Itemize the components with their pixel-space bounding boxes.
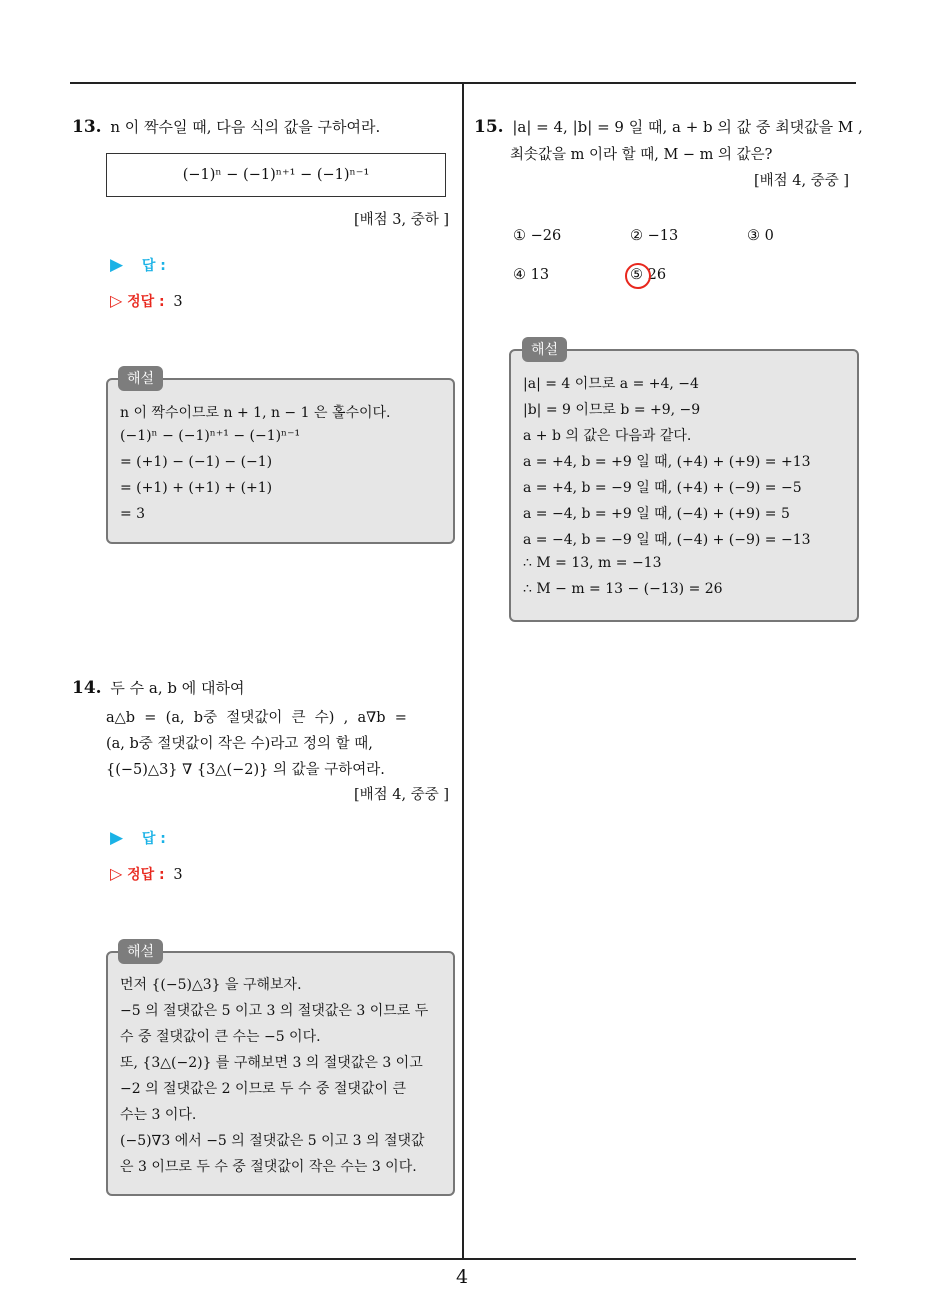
- question-text-line: |a| = 4, |b| = 9 일 때, a + b 의 값 중 최댓값을 M ,: [512, 118, 863, 136]
- correct-answer-row: [110, 291, 183, 311]
- correct-label: 정답 :: [127, 294, 165, 310]
- bottom-rule: [70, 1258, 856, 1260]
- formula-box: [106, 153, 446, 197]
- question-text-line: 두 수 a, b 에 대하여: [110, 679, 245, 697]
- choice-5[interactable]: ⑤ 26: [630, 267, 667, 283]
- correct-answer-row: [110, 864, 183, 884]
- formula: (−1)ⁿ − (−1)ⁿ⁺¹ − (−1)ⁿ⁻¹: [182, 167, 370, 183]
- correct-marker-icon: ▷: [110, 291, 123, 310]
- explanation-box: [509, 349, 859, 622]
- answer-row: [110, 828, 166, 848]
- explanation-line: a = −4, b = −9 일 때, (−4) + (−9) = −13: [523, 532, 811, 548]
- question-text: n 이 짝수일 때, 다음 식의 값을 구하여라.: [110, 118, 381, 136]
- explanation-line: −5 의 절댓값은 5 이고 3 의 절댓값은 3 이므로 두: [120, 1003, 429, 1019]
- choice-2[interactable]: ② −13: [630, 228, 679, 244]
- explanation-line: (−5)∇3 에서 −5 의 절댓값은 5 이고 3 의 절댓값: [120, 1133, 425, 1149]
- explanation-line: a = +4, b = −9 일 때, (+4) + (−9) = −5: [523, 480, 802, 496]
- answer-marker-icon: ▶: [110, 828, 124, 848]
- question-number: 13.: [72, 117, 102, 137]
- explanation-line: ∴ M = 13, m = −13: [523, 555, 662, 571]
- explanation-line: |b| = 9 이므로 b = +9, −9: [523, 402, 701, 418]
- column-divider: [462, 83, 464, 1258]
- correct-value: 3: [173, 867, 183, 883]
- explanation-line: 먼저 {(−5)△3} 을 구해보자.: [120, 977, 302, 993]
- answer-label: 답 :: [141, 258, 166, 274]
- question-15: [474, 116, 863, 137]
- explanation-line: = 3: [120, 506, 146, 522]
- explanation-line: a = +4, b = +9 일 때, (+4) + (+9) = +13: [523, 454, 811, 470]
- question-number: 14.: [72, 678, 102, 698]
- question-text-line: {(−5)△3} ∇ {3△(−2)} 의 값을 구하여라.: [106, 762, 385, 778]
- explanation-line: 또, {3△(−2)} 를 구해보면 3 의 절댓값은 3 이고: [120, 1055, 423, 1071]
- question-14: [72, 677, 244, 698]
- explanation-line: = (+1) − (−1) − (−1): [120, 454, 273, 470]
- question-13: [72, 116, 380, 137]
- choice-3[interactable]: ③ 0: [747, 228, 774, 244]
- explanation-line: 은 3 이므로 두 수 중 절댓값이 작은 수는 3 이다.: [120, 1159, 417, 1175]
- answer-label: 답 :: [141, 831, 166, 847]
- question-text-line: 최솟값을 m 이라 할 때, M − m 의 값은?: [510, 147, 773, 163]
- explanation-line: n 이 짝수이므로 n + 1, n − 1 은 홀수이다.: [120, 405, 391, 421]
- explanation-tag: 해설: [522, 337, 567, 362]
- explanation-line: (−1)ⁿ − (−1)ⁿ⁺¹ − (−1)ⁿ⁻¹: [120, 428, 301, 444]
- question-number: 15.: [474, 117, 504, 137]
- correct-marker-icon: ▷: [110, 864, 123, 883]
- explanation-line: 수 중 절댓값이 큰 수는 −5 이다.: [120, 1029, 321, 1045]
- explanation-box: [106, 951, 455, 1196]
- choice-1[interactable]: ① −26: [513, 228, 562, 244]
- score-label: [배점 4, 중중 ]: [754, 173, 850, 189]
- explanation-line: a = −4, b = +9 일 때, (−4) + (+9) = 5: [523, 506, 790, 522]
- explanation-tag: 해설: [118, 939, 163, 964]
- score-label: [배점 3, 중하 ]: [354, 212, 450, 228]
- page-number: 4: [456, 1266, 469, 1288]
- correct-label: 정답 :: [127, 867, 165, 883]
- explanation-line: −2 의 절댓값은 2 이므로 두 수 중 절댓값이 큰: [120, 1081, 406, 1097]
- question-text-line: a△b = (a, b중 절댓값이 큰 수) , a∇b =: [106, 710, 407, 726]
- correct-value: 3: [173, 294, 183, 310]
- explanation-line: ∴ M − m = 13 − (−13) = 26: [523, 581, 723, 597]
- explanation-tag: 해설: [118, 366, 163, 391]
- explanation-line: 수는 3 이다.: [120, 1107, 197, 1123]
- question-text-line: (a, b중 절댓값이 작은 수)라고 정의 할 때,: [106, 736, 373, 752]
- answer-marker-icon: ▶: [110, 255, 124, 275]
- choice-4[interactable]: ④ 13: [513, 267, 550, 283]
- explanation-line: a + b 의 값은 다음과 같다.: [523, 428, 692, 444]
- selected-answer-circle-icon: [625, 263, 651, 289]
- answer-row: [110, 255, 166, 275]
- explanation-line: |a| = 4 이므로 a = +4, −4: [523, 376, 699, 392]
- explanation-box: [106, 378, 455, 544]
- score-label: [배점 4, 중중 ]: [354, 787, 450, 803]
- explanation-line: = (+1) + (+1) + (+1): [120, 480, 273, 496]
